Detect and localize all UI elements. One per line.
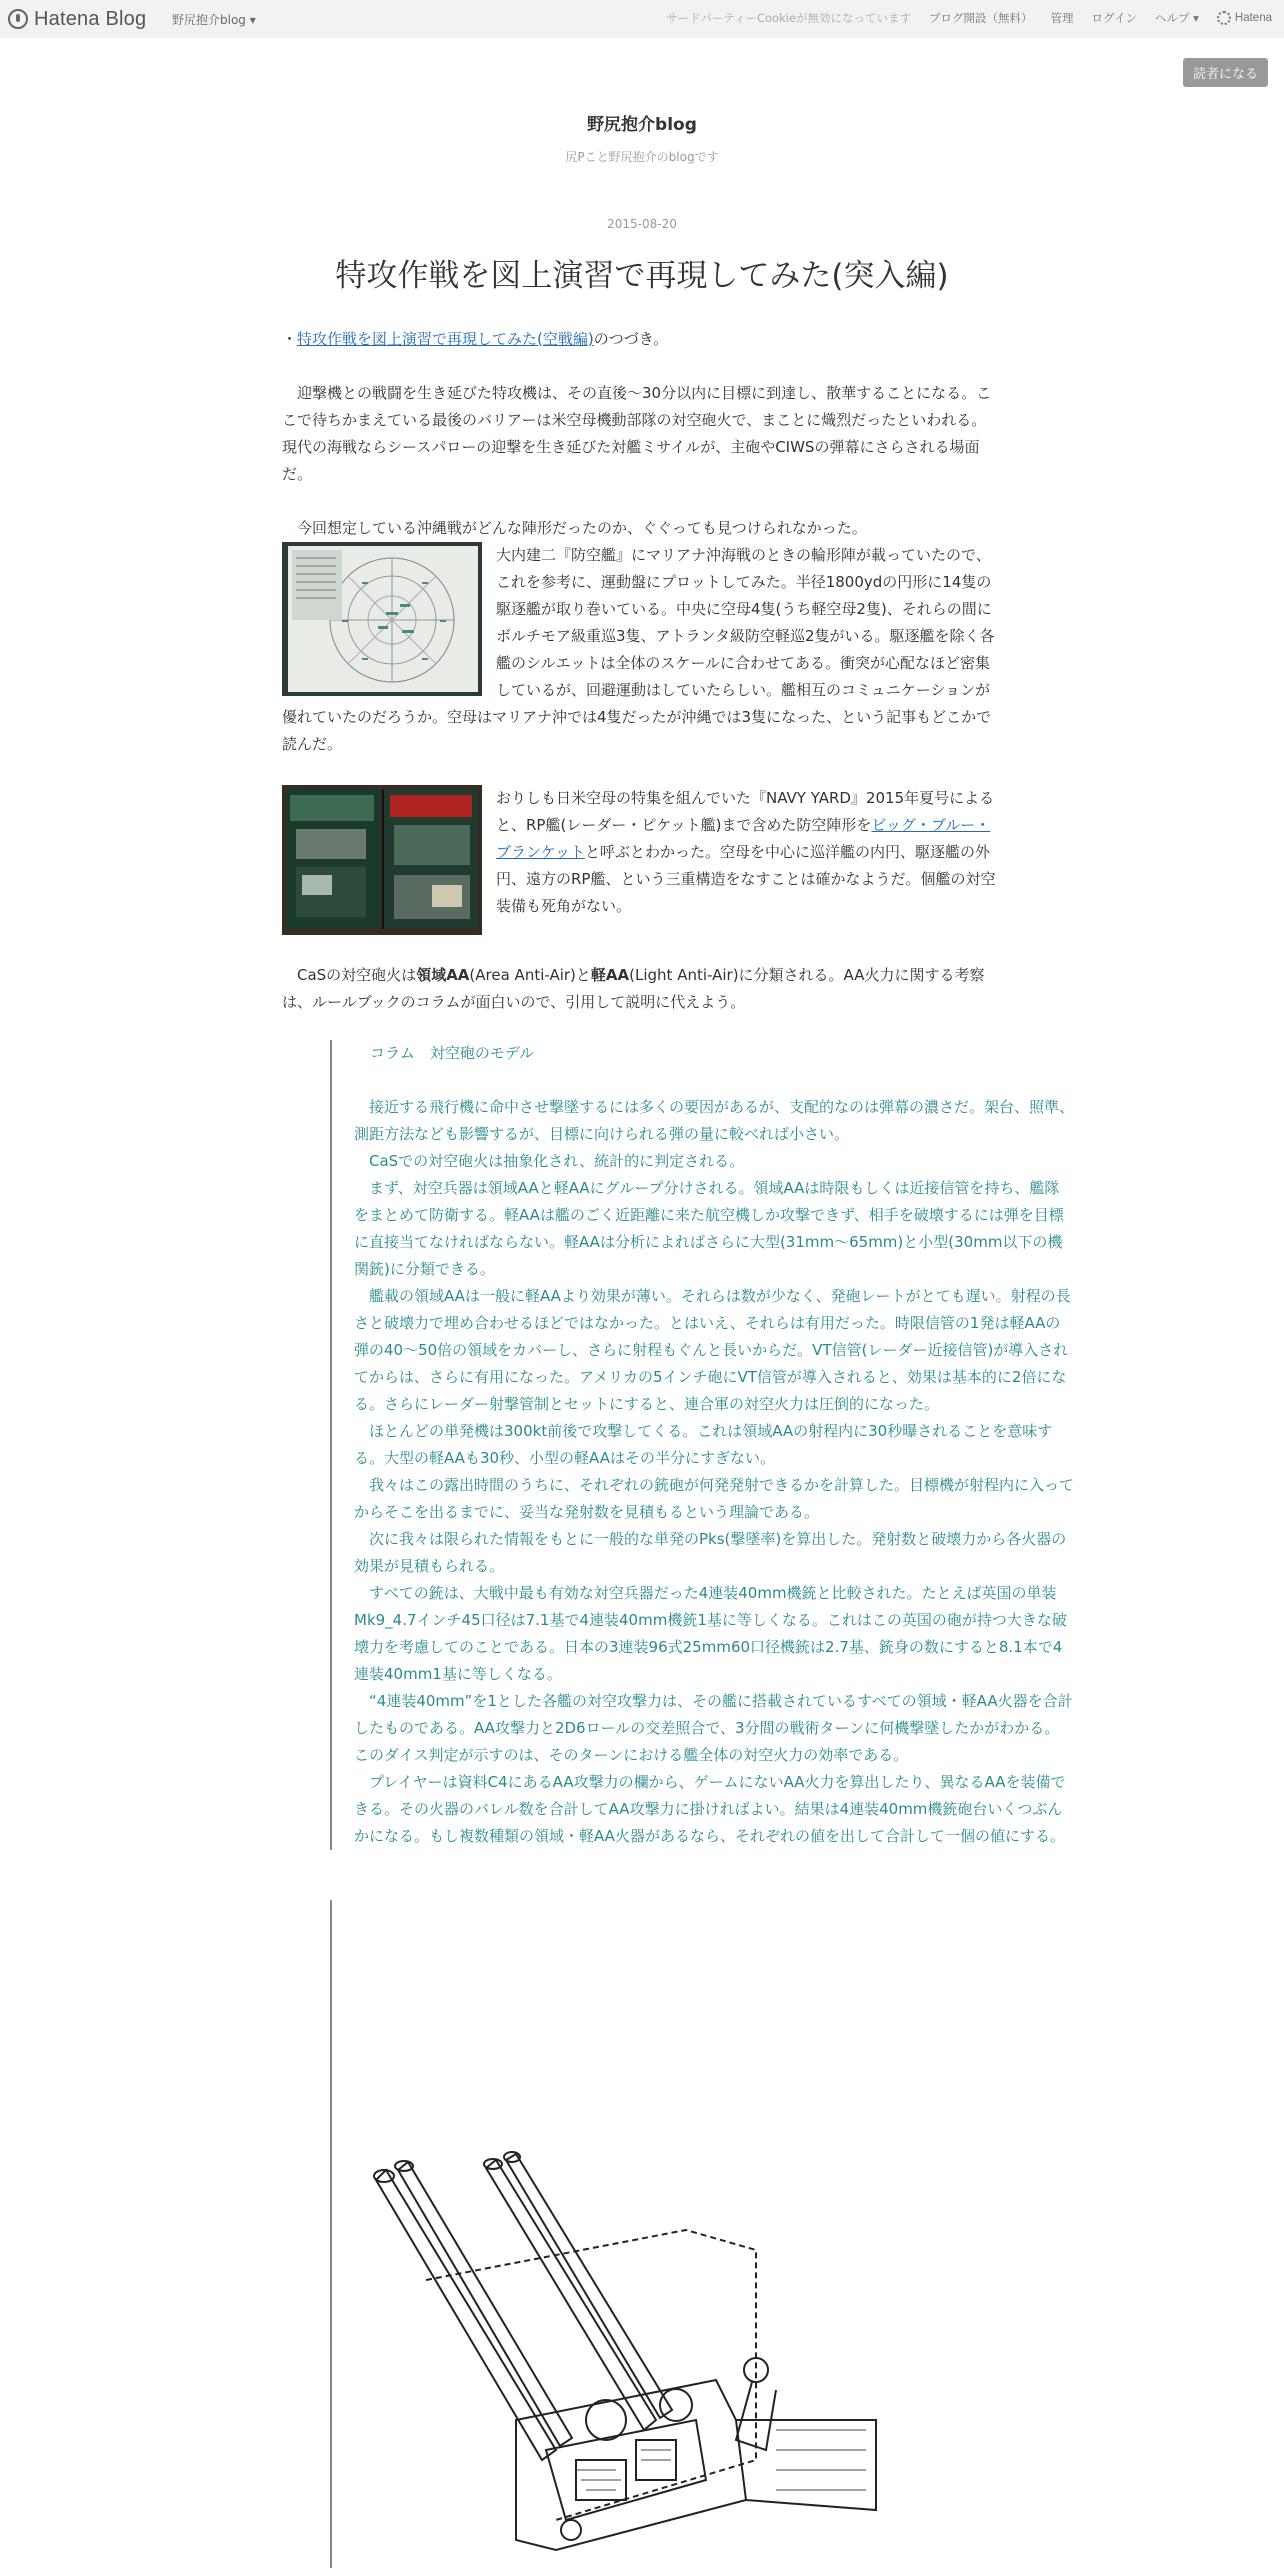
hatena-icon (1217, 11, 1231, 25)
big-blue-blanket-link[interactable]: ビッグ・ブルー・ブランケット (496, 816, 991, 861)
header-menu (666, 10, 1272, 26)
cookie-notice[interactable]: サードパーティーCookieが無効になっています (666, 11, 912, 25)
column-paragraph: すべての銃は、大戦中最も有効な対空兵器だった4連装40mm機銃と比較された。たとえば英国の単装Mk9_4.7インチ45口径は7.1基で4連装40mm機銃1基に等しくなる。これはこの英国の砲が持つ大きな破壊力を考慮してのことである。日本の3連装96式25mm60口径機銃は2.7基、銃身の数にすると8.1本で4連装40mm1基に等しくなる。 (354, 1584, 1067, 1683)
p4-text-e: (Light Anti-Air)に分類される。AA火力に関する考察は、ルールブックのコラムが面白いので、引用して説明に代えよう。 (282, 966, 985, 1011)
global-header (0, 0, 1284, 38)
paragraph-3-text-b: と呼ぶとわかった。空母を中心に巡洋艦の内円、駆逐艦の外円、遠方のRP艦、という三重構造をなすことは確かなようだ。個艦の対空装備も死角がない。 (496, 843, 996, 915)
column-blockquote (330, 1040, 1074, 1850)
intro-bullet: ・ (282, 330, 298, 348)
blog-title[interactable]: 野尻抱介blog (587, 115, 697, 135)
blog-menu[interactable]: 野尻抱介blog ▾ (172, 13, 256, 27)
column-paragraph: CaSでの対空砲火は抽象化され、統計的に判定される。 (369, 1152, 745, 1170)
login-link[interactable]: ログイン (1091, 11, 1137, 25)
column-paragraph: “4連装40mm”を1とした各艦の対空攻撃力は、その艦に搭載されているすべての領域・軽AA火器を合計したものである。AA攻撃力と2D6ロールの交差照合で、3分間の戦術ターンに何機撃墜したかがわかる。このダイス判定が示すのは、そのターンにおける艦全体の対空火力の効率である。 (354, 1692, 1073, 1764)
entry-date[interactable]: 2015-08-20 (607, 217, 677, 231)
column-paragraph: プレイヤーは資料C4にあるAA攻撃力の欄から、ゲームにないAA火力を算出したり、異なるAAを装備できる。その火器のバレル数を合計してAA攻撃力に掛ければよい。結果は4連装40mm機銃砲台いくつぶんかになる。もし複数種類の領域・軽AA火器があるなら、それぞれの値を出して合計して一個の値にする。 (354, 1773, 1066, 1845)
previous-entry-link[interactable]: 特攻作戦を図上演習で再現してみた(空戦編) (297, 330, 594, 348)
entry-title[interactable]: 特攻作戦を図上演習で再現してみた(突入編) (335, 258, 949, 294)
intro-line (282, 326, 1000, 353)
navy-yard-magazine-image[interactable] (282, 785, 482, 935)
intro-suffix: のつづき。 (593, 330, 669, 348)
column-title: コラム 対空砲のモデル (370, 1044, 535, 1062)
entry-content (282, 326, 1000, 1016)
column-paragraph: まず、対空兵器は領域AAと軽AAにグループ分けされる。領域AAは時限もしくは近接信管を持ち、艦隊をまとめて防衛する。軽AAは艦のごく近距離に来た航空機しか攻撃できず、相手を破壊するには弾を目標に直接当てなければならない。軽AAは分析によればさらに大型(31mm～65mm)と小型(30mm以下の機関銃)に分類できる。 (354, 1179, 1064, 1278)
open-blog-link[interactable]: ブログ開設（無料） (929, 11, 1033, 25)
paragraph-4 (282, 962, 1000, 1016)
admin-link[interactable]: 管理 (1050, 11, 1074, 25)
blog-description: 尻Pこと野尻抱介のblogです (565, 150, 719, 164)
p4-text-a: CaSの対空砲火は (297, 966, 417, 984)
subscribe-button[interactable]: 読者になる (1183, 58, 1268, 87)
column-paragraph: ほとんどの単発機は300kt前後で攻撃してくる。これは領域AAの射程内に30秒曝されることを意味する。大型の軽AAも30秒、小型の軽AAはその半分にすぎない。 (354, 1422, 1053, 1467)
column-paragraph: 艦載の領域AAは一般に軽AAより効果が薄い。それらは数が少なく、発砲レートがとても遅い。射程の長さと破壊力で埋め合わせるほどではなかった。とはいえ、それらは有用だった。時限信管の1発は軽AAの弾の40～50倍の領域をカバーし、さらに射程もぐんと長いからだ。VT信管(レーダー近接信管)が導入されてからは、さらに有用になった。アメリカの5インチ砲にVT信管が導入されると、効果は基本的に2倍になる。さらにレーダー射撃管制とセットにすると、連合軍の対空火力は圧倒的になった。 (354, 1287, 1071, 1413)
paragraph-2-body: 大内建二『防空艦』にマリアナ沖海戦のときの輪形陣が載っていたので、これを参考に、運動盤にプロットしてみた。半径1800ydの円形に14隻の駆逐艦が取り巻いている。中央に空母4隻(うち軽空母2隻)、それらの間にボルチモア級重巡3隻、アトランタ級防空軽巡2隻がいる。駆逐艦を除く各艦のシルエットは全体のスケールに合わせてある。衝突が心配なほど密集しているが、回避運動はしていたらしい。艦相互のコミュニケーションが優れていたのだろうか。空母はマリアナ沖では4隻だったが沖縄では3隻になった、という記事もどこかで読んだ。 (282, 546, 995, 753)
paragraph-3-text-a: おりしも日米空母の特集を組んでいた『NAVY YARD』2015年夏号によると、RP艦(レーダー・ピケット艦)まで含めた防空陣形を (496, 789, 995, 834)
hatena-link[interactable] (1217, 11, 1272, 25)
column-paragraph: 次に我々は限られた情報をもとに一般的な単発のPks(撃墜率)を算出した。発射数と破壊力から各火器の効果が見積もられる。 (354, 1530, 1067, 1575)
p4-term-light-aa: 軽AA (590, 966, 630, 984)
hatena-blog-logo[interactable] (8, 8, 146, 30)
magazine-figure-block (282, 785, 1000, 935)
paragraph-1: 迎撃機との戦闘を生き延びた特攻機は、その直後～30分以内に目標に到達し、散華することになる。ここで待ちかまえている最後のバリアーは米空母機動部隊の対空砲火で、まことに熾烈だったといわれる。現代の海戦ならシースパローの迎撃を生き延びた対艦ミサイルが、主砲やCIWSの弾幕にさらされる場面だ。 (282, 384, 992, 483)
twin-aa-gun-illustration (356, 2120, 996, 2568)
formation-plot-image[interactable] (282, 542, 482, 696)
hatena-blog-logo-icon (8, 9, 28, 29)
blockquote-border (330, 1900, 332, 2568)
help-menu[interactable]: ヘルプ ▾ (1154, 11, 1199, 25)
column-paragraph: 我々はこの露出時間のうちに、それぞれの銃砲が何発発射できるかを計算した。目標機が射程内に入ってからそこを出るまでに、妥当な発射数を見積もるという理論である。 (354, 1476, 1075, 1521)
paragraph-2-lead: 今回想定している沖縄戦がどんな陣形だったのか、ぐぐっても見つけられなかった。 (297, 519, 867, 537)
column-paragraph: 接近する飛行機に命中させ撃墜するには多くの要因があるが、支配的なのは弾幕の濃さだ。架台、照準、測距方法なども影響するが、目標に向けられる弾の量に較べれば小さい。 (354, 1098, 1075, 1143)
hatena-label: Hatena (1234, 12, 1272, 24)
p4-term-area-aa: 領域AA (416, 966, 470, 984)
p4-text-c: (Area Anti-Air)と (469, 966, 591, 984)
logo-text: Hatena Blog (34, 7, 147, 30)
formation-figure-block (282, 542, 1000, 758)
